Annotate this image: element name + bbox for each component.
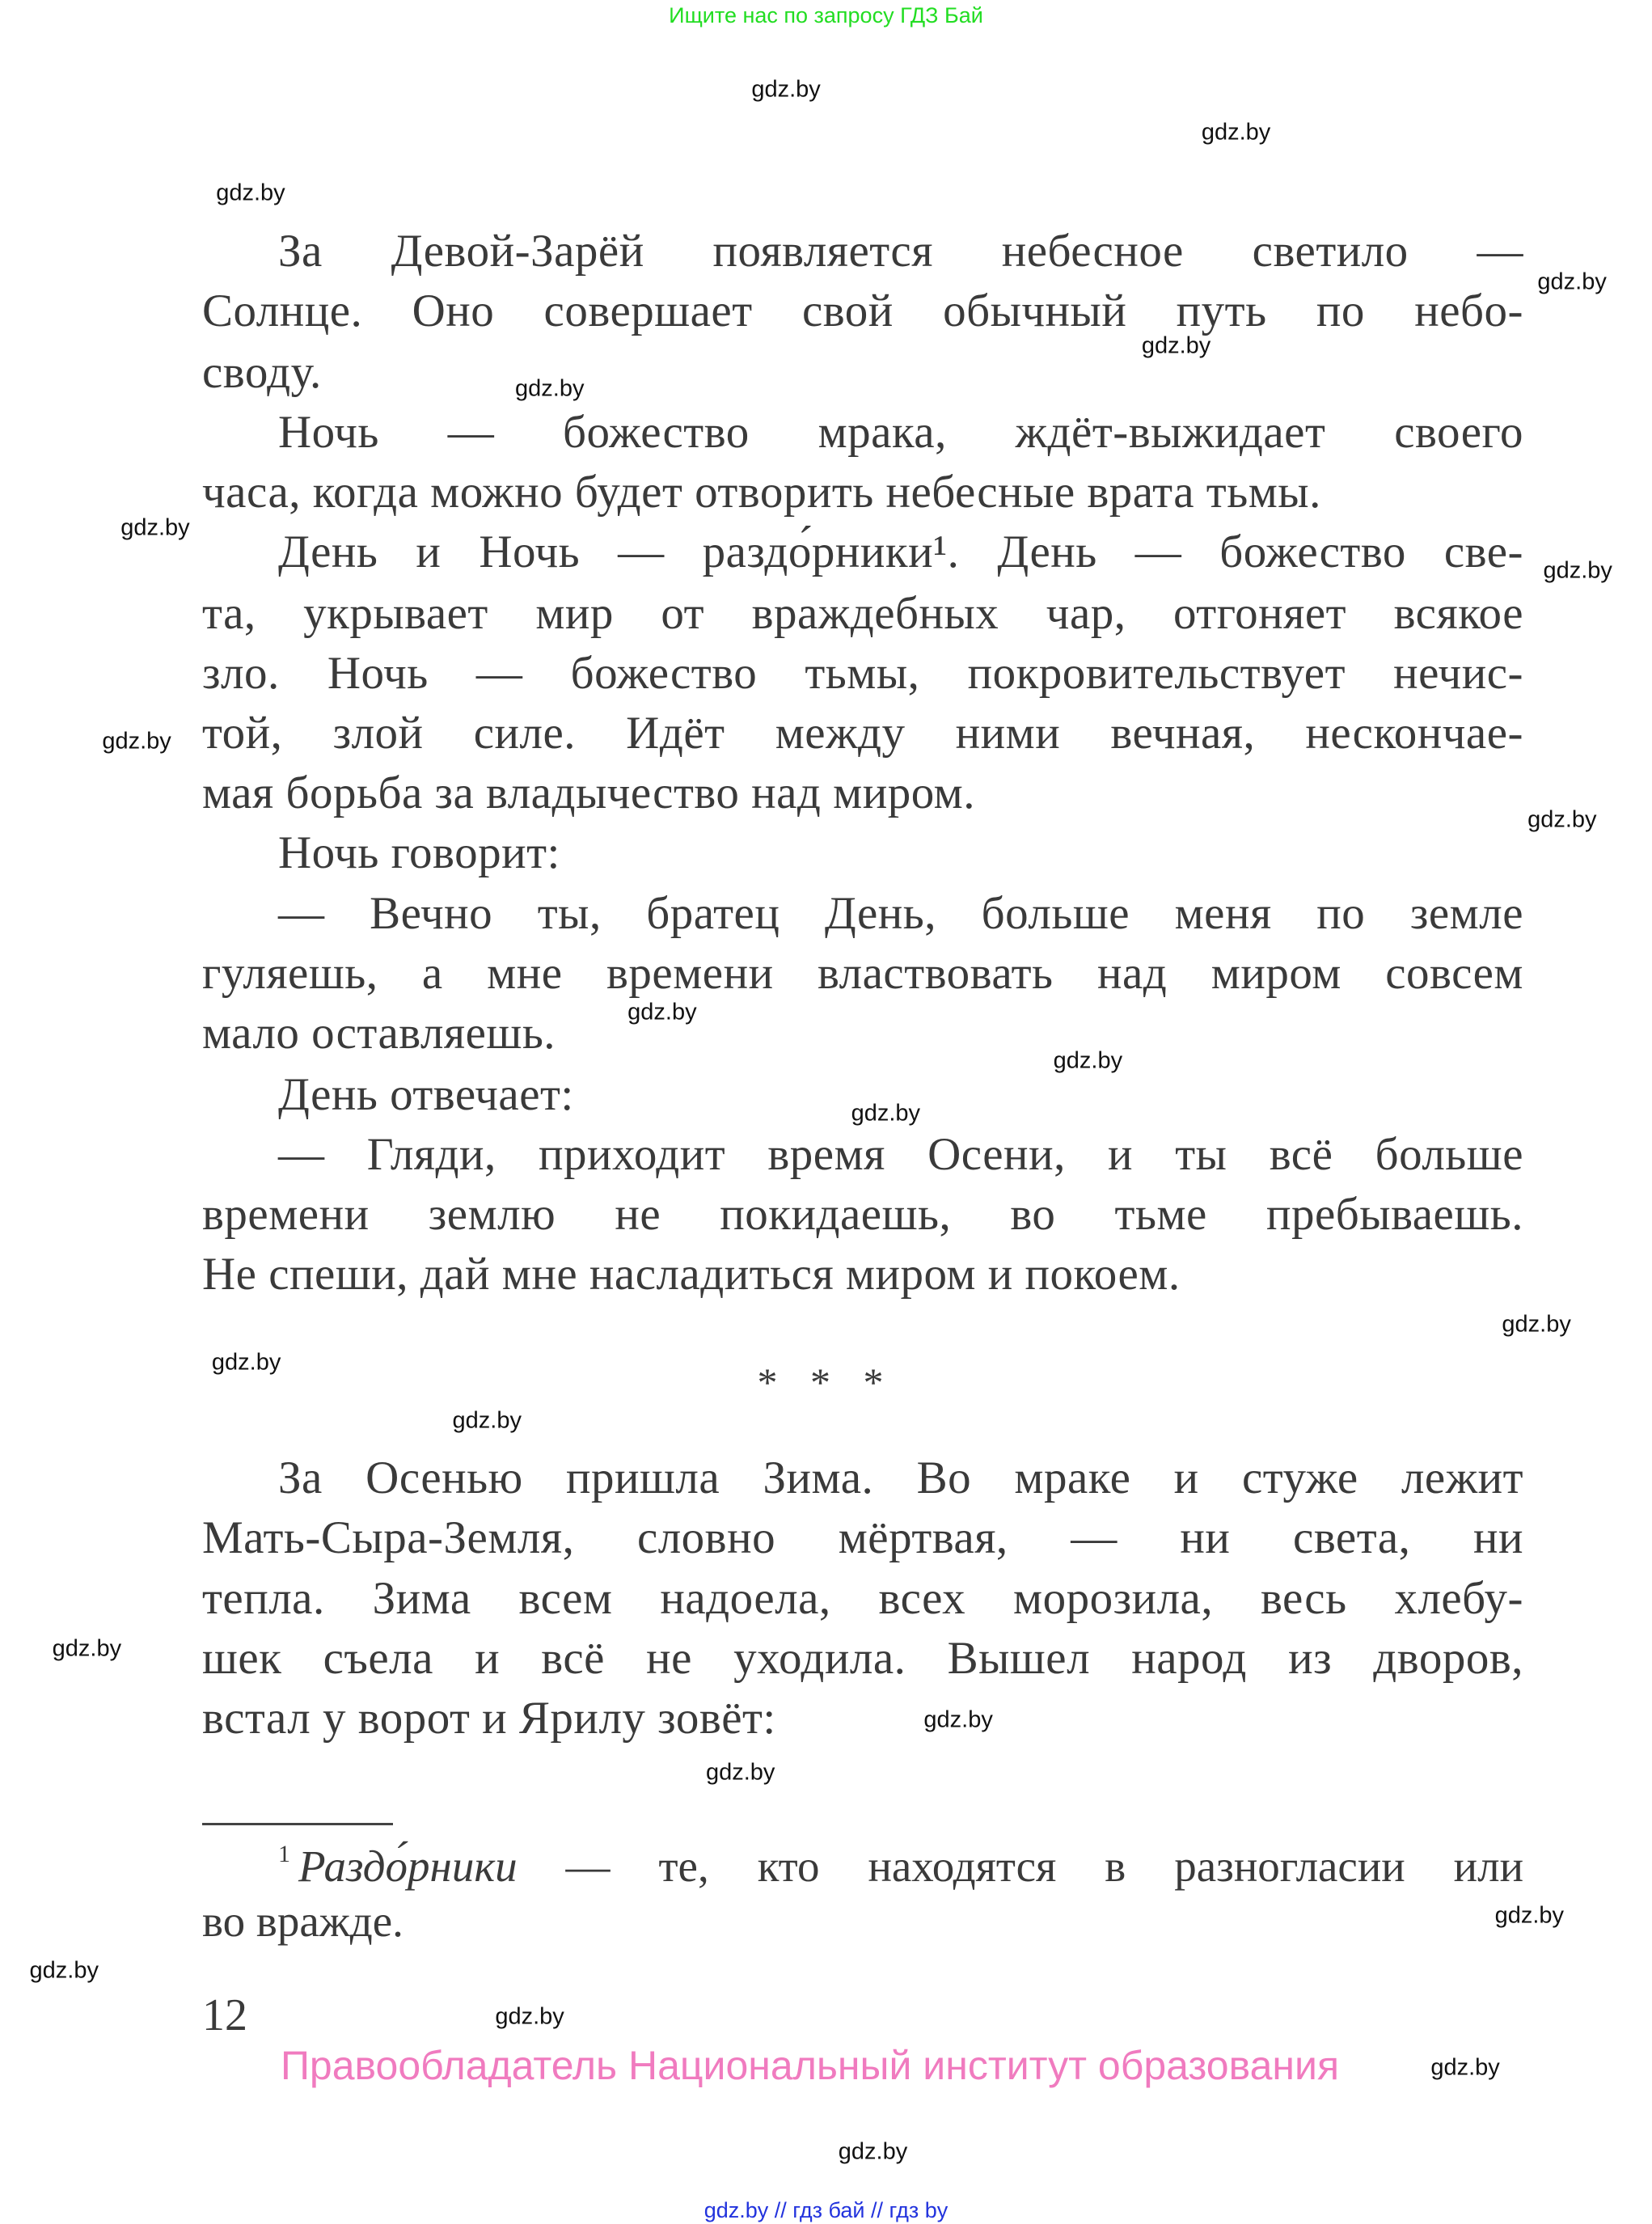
text-line: мало оставляешь. bbox=[202, 1008, 556, 1059]
watermark: gdz.by bbox=[102, 728, 171, 755]
text-line: — Гляди, приходит время Осени, и ты всё больше bbox=[278, 1128, 1523, 1180]
text-line: Мать-Сыра-Земля, словно мёртвая, — ни света, ни bbox=[202, 1512, 1523, 1563]
text-line: — Вечно ты, братец День, больше меня по земле bbox=[278, 888, 1523, 940]
footnote-term: Раздо́рники bbox=[298, 1841, 518, 1891]
watermark: gdz.by bbox=[751, 76, 821, 103]
watermark: gdz.by bbox=[1494, 1902, 1565, 1929]
watermark: gdz.by bbox=[216, 180, 285, 206]
watermark: gdz.by bbox=[211, 1349, 281, 1376]
text-line: День отвечает: bbox=[278, 1068, 574, 1120]
watermark: gdz.by bbox=[495, 2003, 564, 2030]
section-separator: * * * bbox=[757, 1359, 895, 1405]
bottom-links[interactable]: gdz.by // гдз бай // гдз by bbox=[703, 2198, 949, 2222]
text-line: времени землю не покидаешь, во тьме пребываешь. bbox=[202, 1188, 1523, 1240]
watermark: gdz.by bbox=[1543, 557, 1612, 584]
watermark: gdz.by bbox=[52, 1635, 122, 1662]
page-number: 12 bbox=[202, 1990, 247, 2040]
text-line: гуляешь, а мне времени властвовать над миром совсем bbox=[202, 948, 1523, 1000]
text-line: Солнце. Оно совершает свой обычный путь по небо- bbox=[202, 285, 1523, 337]
text-line: Ночь говорит: bbox=[278, 827, 560, 878]
text-line: встал у ворот и Ярилу зовёт: bbox=[202, 1693, 776, 1744]
text-line: та, укрывает мир от враждебных чар, отгоняет всякое bbox=[202, 587, 1523, 639]
footnote-text: — те, кто находятся в разногласии или bbox=[517, 1841, 1523, 1891]
watermark: gdz.by bbox=[705, 1759, 775, 1786]
text-line: День и Ночь — раздо́рники¹. День — божество све- bbox=[278, 526, 1523, 578]
watermark: gdz.by bbox=[29, 1957, 99, 1984]
watermark: gdz.by bbox=[120, 514, 190, 541]
text-line: зло. Ночь — божество тьмы, покровительствует нечис- bbox=[202, 647, 1523, 699]
text-line: своду. bbox=[202, 347, 322, 399]
text-line: шек съела и всё не уходила. Вышел народ из дворов, bbox=[202, 1633, 1523, 1685]
watermark: gdz.by bbox=[851, 1100, 921, 1127]
watermark: gdz.by bbox=[923, 1706, 993, 1733]
text-line: Не спеши, дай мне насладиться миром и покоем. bbox=[202, 1248, 1181, 1300]
text-line: Ночь — божество мрака, ждёт-выжидает своего bbox=[278, 407, 1523, 459]
text-line: той, злой силе. Идёт между ними вечная, нескончае- bbox=[202, 707, 1523, 759]
footnote-divider bbox=[202, 1823, 393, 1825]
watermark: gdz.by bbox=[1502, 1311, 1571, 1338]
watermark: gdz.by bbox=[627, 999, 697, 1025]
text-line: часа, когда можно будет отворить небесные врата тьмы. bbox=[202, 467, 1321, 518]
text-line: За Осенью пришла Зима. Во мраке и стуже лежит bbox=[278, 1452, 1523, 1503]
watermark: gdz.by bbox=[452, 1407, 522, 1434]
search-banner: Ищите нас по запросу ГДЗ Бай bbox=[669, 3, 983, 27]
footnote-line-1 bbox=[278, 1834, 1523, 1899]
footnote-line-2: во вражде. bbox=[202, 1896, 403, 1946]
watermark: gdz.by bbox=[1053, 1047, 1123, 1074]
footnote-marker: 1 bbox=[278, 1841, 290, 1867]
text-line: тепла. Зима всем надоела, всех морозила, весь хлебу- bbox=[202, 1573, 1523, 1625]
watermark: gdz.by bbox=[1430, 2054, 1500, 2081]
watermark: gdz.by bbox=[838, 2138, 908, 2165]
copyright-notice: Правообладатель Национальный институт образования bbox=[280, 2043, 1340, 2088]
watermark: gdz.by bbox=[1537, 268, 1607, 295]
text-line: мая борьба за владычество над миром. bbox=[202, 767, 975, 818]
text-line: За Девой-Зарёй появляется небесное светило — bbox=[278, 226, 1523, 277]
watermark: gdz.by bbox=[1201, 119, 1271, 146]
watermark: gdz.by bbox=[1141, 332, 1211, 359]
watermark: gdz.by bbox=[515, 375, 585, 402]
watermark: gdz.by bbox=[1527, 806, 1597, 833]
